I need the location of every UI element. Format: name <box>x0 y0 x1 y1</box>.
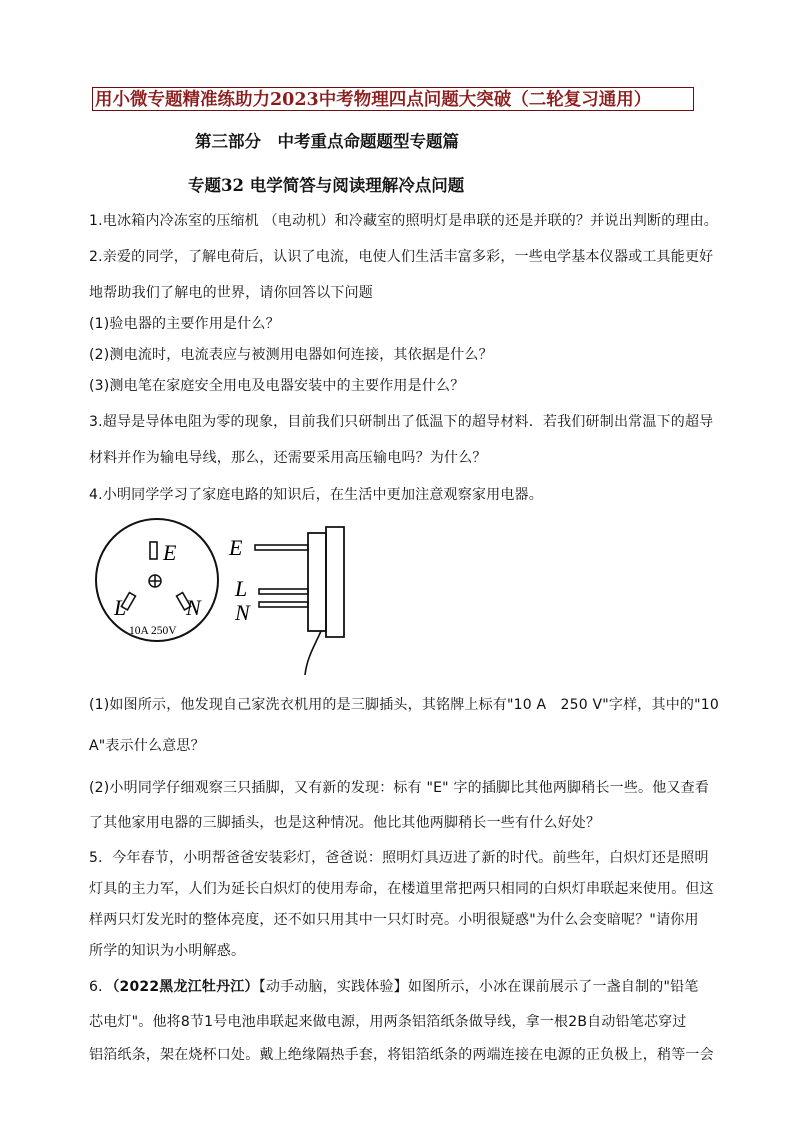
text-line: 3.超导是导体电阻为零的现象，目前我们只研制出了低温下的超导材料．若我们研制出常温下的超导 <box>89 414 714 430</box>
socket-diagram <box>96 519 218 641</box>
plug-label-l: L <box>235 576 248 601</box>
text-line: 地帮助我们了解电的世界，请你回答以下问题 <box>89 285 373 301</box>
plug-label-e: E <box>229 535 243 560</box>
socket-label-n: N <box>186 595 201 620</box>
socket-rating: 10A 250V <box>129 625 177 637</box>
text-line: (2)小明同学仔细观察三只插脚，又有新的发现：标有 "E" 字的插脚比其他两脚稍长一些。他又查看 <box>89 780 710 796</box>
plug-diagram <box>228 527 344 675</box>
text-line: 1.电冰箱内冷冻室的压缩机 （电动机）和冷藏室的照明灯是串联的还是并联的？并说出判断的理由。 <box>89 213 719 229</box>
text-line: 2.亲爱的同学，了解电荷后，认识了电流，电使人们生活丰富多彩，一些电学基本仪器或工具能更好 <box>89 249 714 265</box>
plug-label-n: N <box>235 600 250 625</box>
question-6-number: 6． <box>89 979 113 995</box>
socket-and-plug-figure <box>89 517 389 677</box>
text-line: (1)验电器的主要作用是什么？ <box>89 316 280 332</box>
text-line: 灯具的主力军，人们为延长白炽灯的使用寿命，在楼道里常把两只相同的白炽灯串联起来使用。但这 <box>89 881 714 897</box>
socket-label-l: L <box>114 595 127 620</box>
question-6-line-2: 芯电灯"。他将8节1号电池串联起来做电源，用两条铝箔纸条做导线，拿一根2B自动铅笔芯穿过 <box>89 1014 687 1030</box>
text-line: 了其他家用电器的三脚插头，也是这种情况。他比其他两脚稍长一些有什么好处？ <box>89 815 601 831</box>
series-banner: 用小微专题精准练助力2023中考物理四点问题大突破（二轮复习通用） <box>92 87 694 111</box>
question-6-line-3: 铝箔纸条，架在烧杯口处。戴上绝缘隔热手套，将铝箔纸条的两端连接在电源的正负极上，稍等一会 <box>89 1047 714 1063</box>
topic-title: 专题32 电学简答与阅读理解冷点问题 <box>188 176 465 195</box>
text-line: 样两只灯发光时的整体亮度，还不如只用其中一只灯时亮。小明很疑惑"为什么会变暗呢？"请你用 <box>89 912 699 928</box>
text-line: A"表示什么意思？ <box>89 738 205 754</box>
question-6-text: 【动手动脑，实践体验】如图所示，小冰在课前展示了一盏自制的"铅笔 <box>258 979 699 995</box>
question-6-source: （2022黑龙江牡丹江） <box>112 979 259 995</box>
part-title: 第三部分 中考重点命题题型专题篇 <box>195 132 459 151</box>
text-line: 材料并作为输电导线，那么，还需要采用高压输电吗？为什么？ <box>89 450 487 466</box>
question-6-line-1 <box>89 976 699 996</box>
text-line: 所学的知识为小明解惑。 <box>89 943 246 959</box>
text-line: (1)如图所示，他发现自己家洗衣机用的是三脚插头，其铭牌上标有"10 A 250 V"字样，其中的"10 <box>89 697 719 713</box>
text-line: 5．今年春节，小明帮爸爸安装彩灯，爸爸说：照明灯具迈进了新的时代。前些年，白炽灯还是照明 <box>89 850 709 866</box>
text-line: (2)测电流时，电流表应与被测用电器如何连接，其依据是什么？ <box>89 347 493 363</box>
socket-label-e: E <box>163 540 177 565</box>
text-line: (3)测电笔在家庭安全用电及电器安装中的主要作用是什么？ <box>89 378 465 394</box>
text-line: 4.小明同学学习了家庭电路的知识后，在生活中更加注意观察家用电器。 <box>89 487 543 503</box>
